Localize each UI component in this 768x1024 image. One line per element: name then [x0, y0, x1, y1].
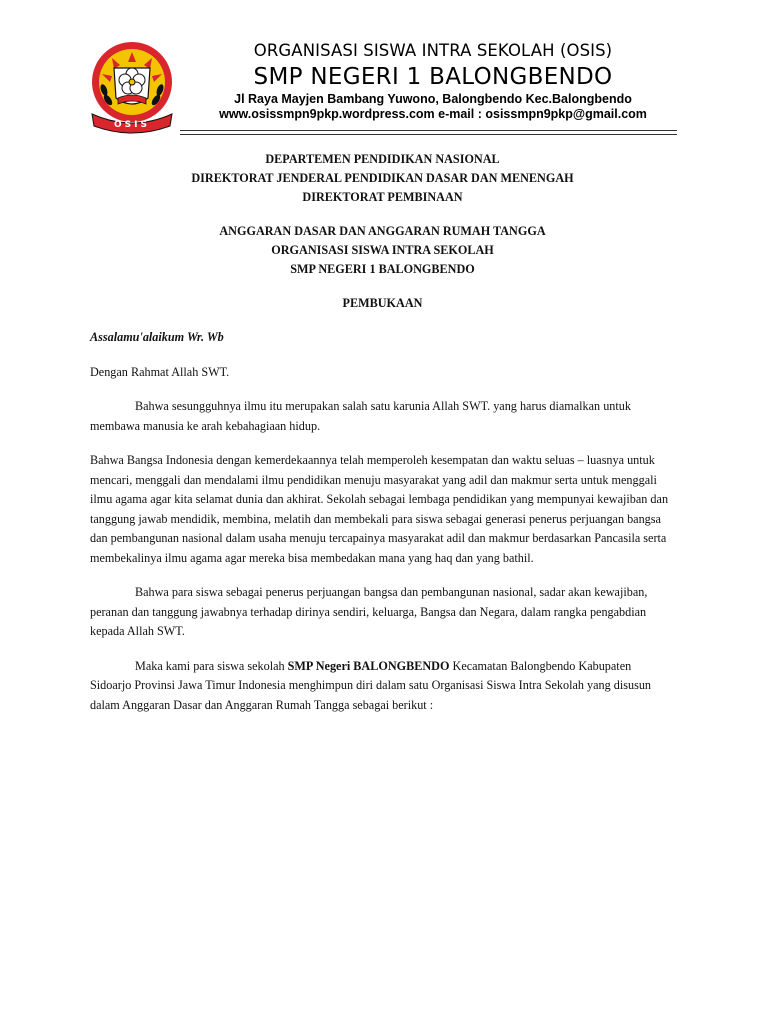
- osis-logo: [84, 38, 180, 134]
- heading-title: [90, 222, 675, 279]
- opening-line: Dengan Rahmat Allah SWT.: [90, 364, 230, 379]
- letterhead-rule-thin: [180, 134, 677, 135]
- heading-line: ANGGARAN DASAR DAN ANGGARAN RUMAH TANGGA: [219, 224, 546, 238]
- letterhead-address: Jl Raya Mayjen Bambang Yuwono, Balongbendo Kec.Balongbendo: [234, 92, 632, 106]
- heading-line: DEPARTEMEN PENDIDIKAN NASIONAL: [265, 152, 500, 166]
- heading-line: ORGANISASI SISWA INTRA SEKOLAH: [271, 243, 494, 257]
- heading-line: SMP NEGERI 1 BALONGBENDO: [290, 262, 475, 276]
- paragraph-4-pre: Maka kami para siswa sekolah: [135, 658, 288, 673]
- school-name-bold: SMP Negeri BALONGBENDO: [287, 658, 450, 673]
- letterhead-rule-thick: [180, 130, 677, 131]
- document-body: [90, 150, 675, 715]
- paragraph-1: Bahwa sesungguhnya ilmu itu merupakan salah satu karunia Allah SWT. yang harus diamalkan untuk membawa manusia ke arah kebahagiaan hidup.: [90, 399, 631, 433]
- logo-ribbon-text: OSIS: [114, 120, 150, 130]
- letterhead-org: ORGANISASI SISWA INTRA SEKOLAH (OSIS): [253, 41, 613, 60]
- heading-line: DIREKTORAT JENDERAL PENDIDIKAN DASAR DAN MENENGAH: [191, 171, 574, 185]
- heading-line: DIREKTORAT PEMBINAAN: [302, 190, 463, 204]
- letterhead: [190, 38, 676, 122]
- paragraph-4: [90, 657, 675, 716]
- letterhead-school: SMP NEGERI 1 BALONGBENDO: [253, 64, 613, 90]
- letterhead-contact: www.osissmpn9pkp.wordpress.com e-mail : osissmpn9pkp@gmail.com: [219, 107, 647, 121]
- paragraph-4-post: Kecamatan Balongbendo Kabupaten Sidoarjo Provinsi Jawa Timur Indonesia menghimpun diri dalam satu Organisasi Siswa Intra Sekolah yang disusun dalam Anggaran Dasar dan Anggaran Rumah Tangga sebagai berikut :: [90, 658, 652, 712]
- paragraph-2: Bahwa Bangsa Indonesia dengan kemerdekaannya telah memperoleh kesempatan dan waktu seluas – luasnya untuk mencari, menggali dan mendalami ilmu pendidikan menuju masyarakat yang adil dan makmur serta untuk menggali ilmu agama agar kita selamat dunia dan akhirat. Sekolah sebagai lembaga pendidikan yang mempunyai kewajiban dan tanggung jawab mendidik, membina, melatih dan membekali para siswa sebagai generasi penerus perjuangan bangsa dan pembangunan nasional dalam usaha menuju tercapainya masyarakat adil dan makmur berdasarkan Pancasila serta membekalinya ilmu agama agar mereka bisa membedakan mana yang haq dan yang bathil.: [90, 453, 669, 565]
- paragraph-3: Bahwa para siswa sebagai penerus perjuangan bangsa dan pembangunan nasional, sadar akan kewajiban, peranan dan tanggung jawabnya terhadap dirinya sendiri, keluarga, Bangsa dan Negara, dalam rangka pengabdian kepada Allah SWT.: [90, 585, 648, 638]
- heading-ministry: [90, 150, 675, 207]
- greeting: Assalamu'alaikum Wr. Wb: [90, 330, 224, 344]
- section-title: PEMBUKAAN: [342, 296, 423, 310]
